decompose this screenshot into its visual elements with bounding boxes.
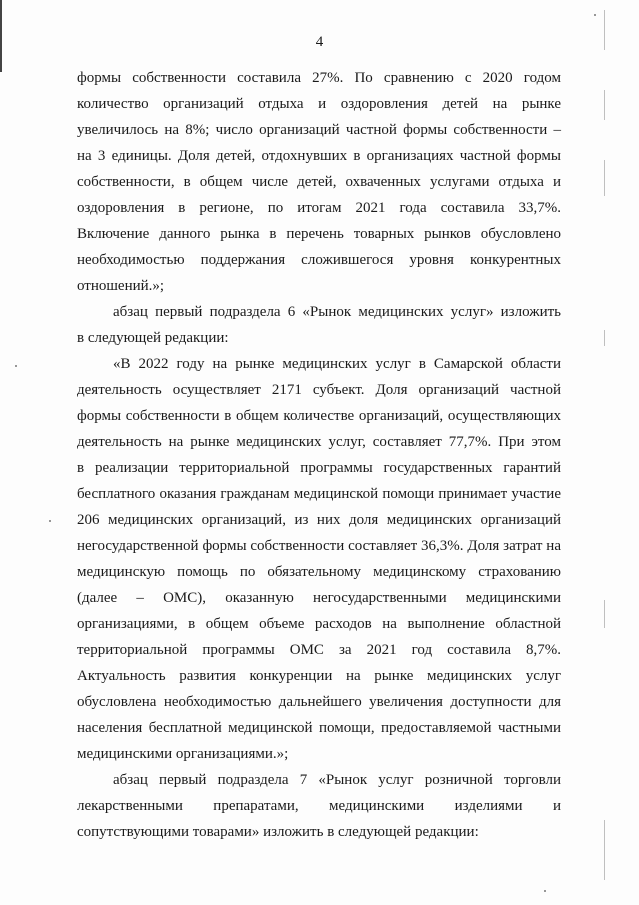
text-line: отношений.»; xyxy=(77,278,165,294)
text-line: в реализации территориальной программы государственных гарантий xyxy=(77,460,561,476)
text-line: организациями, в общем объеме расходов на выполнение областной xyxy=(77,616,561,632)
text-line: формы собственности составила 27%. По сравнению с 2020 годом xyxy=(77,70,561,86)
text-line: населения бесплатной медицинской помощи, предоставляемой частными xyxy=(77,720,561,736)
scan-speck xyxy=(49,520,51,522)
text-line: медицинскую помощь по обязательному медицинскому страхованию xyxy=(77,564,561,580)
scan-edge-mark xyxy=(604,90,605,120)
text-line: обусловлена необходимостью дальнейшего увеличения доступности для xyxy=(77,694,561,710)
scan-edge-mark xyxy=(604,600,605,628)
text-line: необходимостью поддержания сложившегося уровня конкурентных xyxy=(77,252,561,268)
text-line: медицинскими организациями.»; xyxy=(77,746,289,762)
scan-edge-mark xyxy=(604,160,605,196)
scan-edge-mark xyxy=(604,330,605,346)
text-line: на 3 единицы. Доля детей, отдохнувших в организациях частной формы xyxy=(77,148,561,164)
scan-speck xyxy=(15,365,17,367)
text-line: абзац первый подраздела 6 «Рынок медицинских услуг» изложить xyxy=(113,304,561,320)
text-line: территориальной программы ОМС за 2021 год составила 8,7%. xyxy=(77,642,561,658)
text-line: лекарственными препаратами, медицинскими изделиями и xyxy=(77,798,561,814)
text-line: (далее – ОМС), оказанную негосударственными медицинскими xyxy=(77,590,561,606)
text-line: сопутствующими товарами» изложить в следующей редакции: xyxy=(77,824,479,840)
text-line: собственности, в общем числе детей, охваченных услугами отдыха и xyxy=(77,174,561,190)
text-line: Включение данного рынка в перечень товарных рынков обусловлено xyxy=(77,226,561,242)
text-line: бесплатного оказания гражданам медицинской помощи принимает участие xyxy=(77,486,561,502)
scan-speck xyxy=(594,14,596,16)
text-line: абзац первый подраздела 7 «Рынок услуг розничной торговли xyxy=(113,772,561,788)
scan-edge-mark xyxy=(604,820,605,880)
text-line: негосударственной формы собственности составляет 36,3%. Доля затрат на xyxy=(77,538,561,554)
text-line: оздоровления в регионе, по итогам 2021 года составила 33,7%. xyxy=(77,200,561,216)
text-line: деятельность осуществляет 2171 субъект. Доля организаций частной xyxy=(77,382,561,398)
text-line: формы собственности в общем количестве организаций, осуществляющих xyxy=(77,408,561,424)
text-line: 206 медицинских организаций, из них доля медицинских организаций xyxy=(77,512,561,528)
text-line: количество организаций отдыха и оздоровления детей на рынке xyxy=(77,96,561,112)
page-number: 4 xyxy=(315,34,324,50)
text-line: увеличилось на 8%; число организаций частной формы собственности – xyxy=(77,122,561,138)
text-line: деятельность на рынке медицинских услуг, составляет 77,7%. При этом xyxy=(77,434,561,450)
text-line: в следующей редакции: xyxy=(77,330,229,346)
scan-speck xyxy=(544,890,546,892)
text-line: Актуальность развития конкуренции на рынке медицинских услуг xyxy=(77,668,561,684)
text-line: «В 2022 году на рынке медицинских услуг в Самарской области xyxy=(113,356,561,372)
